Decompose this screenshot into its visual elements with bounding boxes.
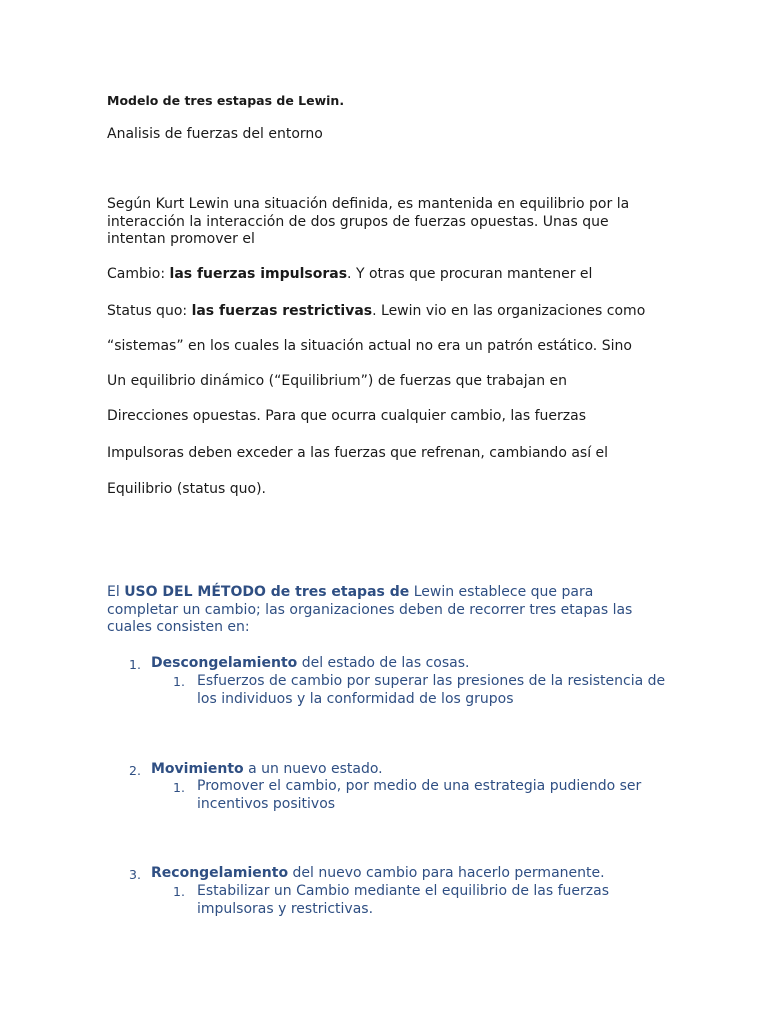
stage-2-bold: Movimiento <box>151 761 244 777</box>
stage-3-text: del nuevo cambio para hacerlo permanente. <box>288 865 605 881</box>
document-subtitle: Analisis de fuerzas del entorno <box>107 126 323 142</box>
line-statusquo: Equilibrio (status quo). <box>107 481 266 497</box>
line-cambio <box>107 266 592 283</box>
stage-3-sub-text: Estabilizar un Cambio mediante el equilibrio de las fuerzas impulsoras y restrictivas. <box>197 883 610 917</box>
line-status-suffix: . Lewin vio en las organizaciones como <box>372 303 646 319</box>
stage-1-bold: Descongelamiento <box>151 655 298 671</box>
line-sistemas: “sistemas” en los cuales la situación actual no era un patrón estático. Sino <box>107 338 632 354</box>
method-prefix: El <box>107 584 125 600</box>
stage-1-sub-text: Esfuerzos de cambio por superar las presiones de la resistencia de los individuos y la conformidad de los grupos <box>197 673 666 707</box>
stage-2-sub-number: 1. <box>173 780 185 795</box>
stage-2-sub-text: Promover el cambio, por medio de una estrategia pudiendo ser incentivos positivos <box>197 778 642 812</box>
stage-3-bold: Recongelamiento <box>151 865 289 881</box>
intro-paragraph: Según Kurt Lewin una situación definida, es mantenida en equilibrio por la interacción la interacción de dos grupos de fuerzas opuestas. Unas que intentan promover el <box>107 196 630 247</box>
stage-2-text: a un nuevo estado. <box>243 761 383 777</box>
method-bold: USO DEL MÉTODO de tres etapas de <box>124 584 410 600</box>
stage-3-number: 3. <box>129 867 141 882</box>
method-paragraph <box>107 584 667 637</box>
line-direcciones: Direcciones opuestas. Para que ocurra cualquier cambio, las fuerzas <box>107 408 587 424</box>
line-cambio-bold: las fuerzas impulsoras <box>169 266 348 282</box>
line-status-prefix: Status quo: <box>107 303 192 319</box>
stage-2-title <box>151 761 383 779</box>
document-title: Modelo de tres estapas de Lewin. <box>107 93 345 108</box>
line-status-bold: las fuerzas restrictivas <box>191 303 373 319</box>
stage-1-title <box>151 655 469 673</box>
line-cambio-prefix: Cambio: <box>107 266 170 282</box>
line-cambio-suffix: . Y otras que procuran mantener el <box>347 266 593 282</box>
stage-3-sub-number: 1. <box>173 884 185 899</box>
stage-1-text: del estado de las cosas. <box>297 655 470 671</box>
stage-1-number: 1. <box>129 657 141 672</box>
line-impulsoras: Impulsoras deben exceder a las fuerzas que refrenan, cambiando así el <box>107 445 609 461</box>
stage-1-sub-number: 1. <box>173 674 185 689</box>
method-suffix: Lewin establece que para completar un cambio; las organizaciones deben de recorrer tres etapas las cuales consisten en: <box>107 584 633 635</box>
stage-3-title <box>151 865 605 883</box>
line-equilibrio: Un equilibrio dinámico (“Equilibrium”) de fuerzas que trabajan en <box>107 373 568 389</box>
line-status <box>107 303 645 320</box>
stage-2-number: 2. <box>129 763 141 778</box>
